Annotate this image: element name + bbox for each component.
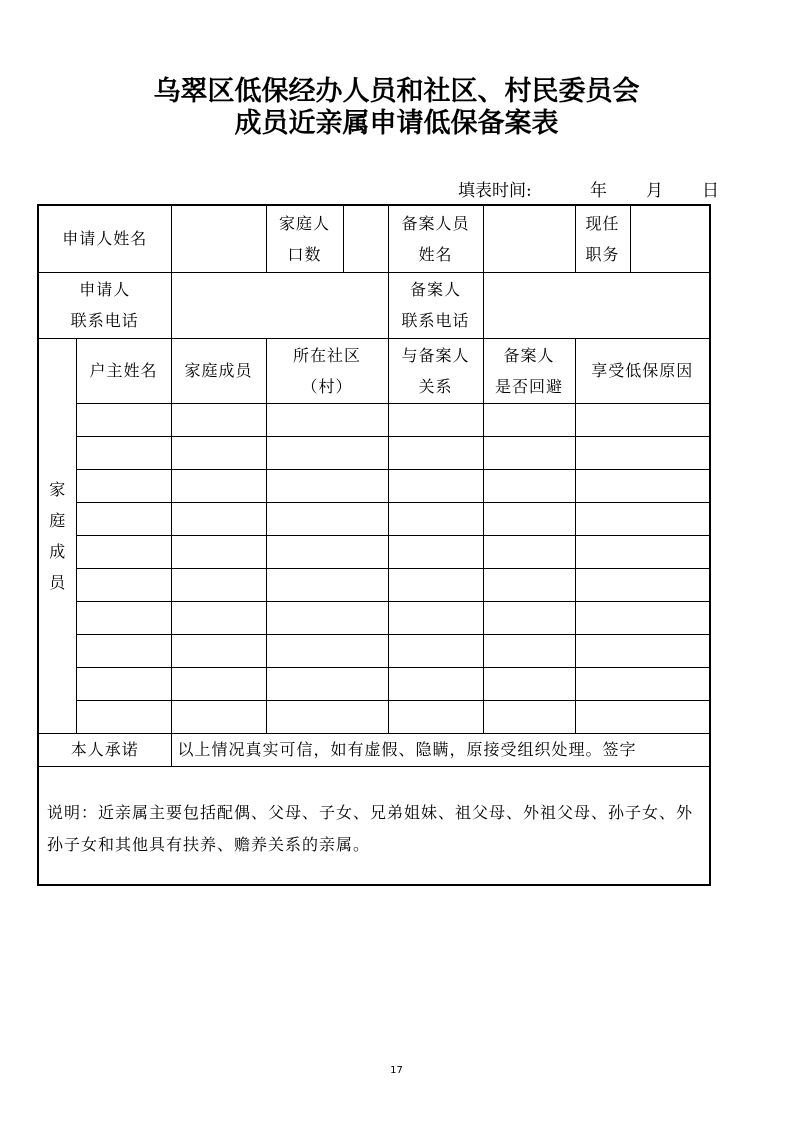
fill-date [458, 180, 758, 202]
member-cell[interactable] [171, 700, 266, 733]
header-relation [388, 338, 483, 403]
filer-name-field[interactable] [483, 205, 575, 272]
member-cell[interactable] [575, 502, 710, 535]
member-cell[interactable] [266, 469, 388, 502]
member-row [38, 436, 710, 469]
side-label-char-1: 家 [49, 479, 66, 499]
member-cell[interactable] [171, 535, 266, 568]
member-cell[interactable] [575, 403, 710, 436]
header-community-line-1: 所在社区 [293, 345, 362, 365]
member-cell[interactable] [171, 403, 266, 436]
member-cell[interactable] [388, 568, 483, 601]
household-size-label [266, 205, 343, 272]
member-cell[interactable] [266, 502, 388, 535]
member-cell[interactable] [171, 601, 266, 634]
side-label-char-2: 庭 [49, 510, 66, 530]
member-cell[interactable] [483, 700, 575, 733]
member-cell[interactable] [76, 667, 171, 700]
member-cell[interactable] [575, 667, 710, 700]
member-cell[interactable] [388, 535, 483, 568]
member-cell[interactable] [483, 502, 575, 535]
page-number: 17 [390, 1065, 403, 1076]
note-row [38, 766, 710, 885]
header-avoidance-line-2: 是否回避 [495, 376, 564, 396]
applicant-phone-label-line-1: 申请人 [79, 280, 131, 299]
filer-phone-label-line-1: 备案人 [410, 280, 462, 299]
member-row [38, 667, 710, 700]
member-cell[interactable] [575, 634, 710, 667]
member-row [38, 634, 710, 667]
filer-name-label-line-1: 备案人员 [401, 213, 470, 233]
filer-phone-field[interactable] [483, 272, 710, 338]
header-relation-line-1: 与备案人 [401, 345, 470, 365]
phone-row [38, 272, 710, 338]
header-subsidy-reason: 享受低保原因 [575, 338, 710, 403]
explanatory-note: 说明：近亲属主要包括配偶、父母、子女、兄弟姐妹、祖父母、外祖父母、孙子女、外孙子女和其他具有扶养、赡养关系的亲属。 [38, 766, 710, 885]
member-row [38, 700, 710, 733]
member-cell[interactable] [171, 502, 266, 535]
member-cell[interactable] [171, 667, 266, 700]
member-cell[interactable] [76, 601, 171, 634]
applicant-row [38, 205, 710, 272]
household-size-field[interactable] [343, 205, 388, 272]
member-cell[interactable] [483, 634, 575, 667]
member-cell[interactable] [388, 469, 483, 502]
header-avoidance-line-1: 备案人 [503, 345, 555, 365]
form-title-line-2: 成员近亲属申请低保备案表 [234, 108, 559, 139]
member-cell[interactable] [171, 436, 266, 469]
header-family-member: 家庭成员 [171, 338, 266, 403]
member-cell[interactable] [575, 436, 710, 469]
applicant-phone-label-line-2: 联系电话 [70, 311, 139, 330]
member-cell[interactable] [388, 700, 483, 733]
member-cell[interactable] [76, 469, 171, 502]
member-cell[interactable] [483, 469, 575, 502]
member-cell[interactable] [388, 502, 483, 535]
member-cell[interactable] [483, 667, 575, 700]
filer-name-label [388, 205, 483, 272]
position-label-line-1: 现任 [585, 213, 620, 233]
member-cell[interactable] [171, 634, 266, 667]
side-label-char-4: 员 [49, 572, 66, 592]
promise-statement[interactable]: 以上情况真实可信，如有虚假、隐瞒，原接受组织处理。签字 [171, 733, 710, 766]
member-cell[interactable] [483, 601, 575, 634]
applicant-phone-label [38, 272, 171, 338]
member-cell[interactable] [76, 403, 171, 436]
promise-row [38, 733, 710, 766]
fill-date-month: 月 [646, 181, 663, 201]
member-row [38, 403, 710, 436]
member-cell[interactable] [483, 436, 575, 469]
member-row [38, 502, 710, 535]
applicant-name-field[interactable] [171, 205, 266, 272]
member-cell[interactable] [76, 634, 171, 667]
fill-date-day: 日 [702, 181, 719, 201]
filer-phone-label [388, 272, 483, 338]
applicant-name-label: 申请人姓名 [38, 205, 171, 272]
header-relation-line-2: 关系 [418, 376, 453, 396]
side-label-char-3: 成 [49, 541, 66, 561]
member-cell[interactable] [388, 403, 483, 436]
member-cell[interactable] [76, 535, 171, 568]
member-row [38, 535, 710, 568]
filer-phone-label-line-2: 联系电话 [401, 311, 470, 330]
family-members-side-label [38, 338, 76, 733]
form-title-line-1: 乌翠区低保经办人员和社区、村民委员会 [153, 76, 640, 107]
header-household-head-name: 户主姓名 [76, 338, 171, 403]
member-row [38, 568, 710, 601]
member-cell[interactable] [575, 469, 710, 502]
members-header-row [38, 338, 710, 403]
position-field[interactable] [630, 205, 710, 272]
member-cell[interactable] [575, 568, 710, 601]
member-cell[interactable] [266, 403, 388, 436]
household-size-label-line-2: 口数 [287, 244, 322, 264]
applicant-phone-field[interactable] [171, 272, 388, 338]
header-community-line-2: （村） [301, 376, 353, 396]
member-row [38, 601, 710, 634]
member-cell[interactable] [483, 535, 575, 568]
member-cell[interactable] [266, 601, 388, 634]
member-cell[interactable] [388, 634, 483, 667]
position-label [575, 205, 630, 272]
fill-date-year: 年 [590, 181, 607, 201]
member-cell[interactable] [388, 601, 483, 634]
member-cell[interactable] [266, 436, 388, 469]
member-cell[interactable] [76, 502, 171, 535]
member-cell[interactable] [266, 535, 388, 568]
member-cell[interactable] [483, 403, 575, 436]
filing-form-table [37, 204, 711, 886]
member-cell[interactable] [76, 436, 171, 469]
position-label-line-2: 职务 [585, 244, 620, 264]
member-cell[interactable] [266, 667, 388, 700]
member-cell[interactable] [266, 700, 388, 733]
member-cell[interactable] [171, 469, 266, 502]
member-cell[interactable] [575, 535, 710, 568]
member-cell[interactable] [266, 634, 388, 667]
member-cell[interactable] [575, 601, 710, 634]
member-cell[interactable] [76, 700, 171, 733]
member-cell[interactable] [171, 568, 266, 601]
member-cell[interactable] [266, 568, 388, 601]
header-community [266, 338, 388, 403]
member-cell[interactable] [76, 568, 171, 601]
member-cell[interactable] [575, 700, 710, 733]
member-cell[interactable] [483, 568, 575, 601]
header-avoidance [483, 338, 575, 403]
household-size-label-line-1: 家庭人 [279, 213, 331, 233]
member-cell[interactable] [388, 667, 483, 700]
filer-name-label-line-2: 姓名 [418, 244, 453, 264]
member-row [38, 469, 710, 502]
fill-date-label: 填表时间: [458, 181, 532, 201]
member-cell[interactable] [388, 436, 483, 469]
promise-label: 本人承诺 [38, 733, 171, 766]
